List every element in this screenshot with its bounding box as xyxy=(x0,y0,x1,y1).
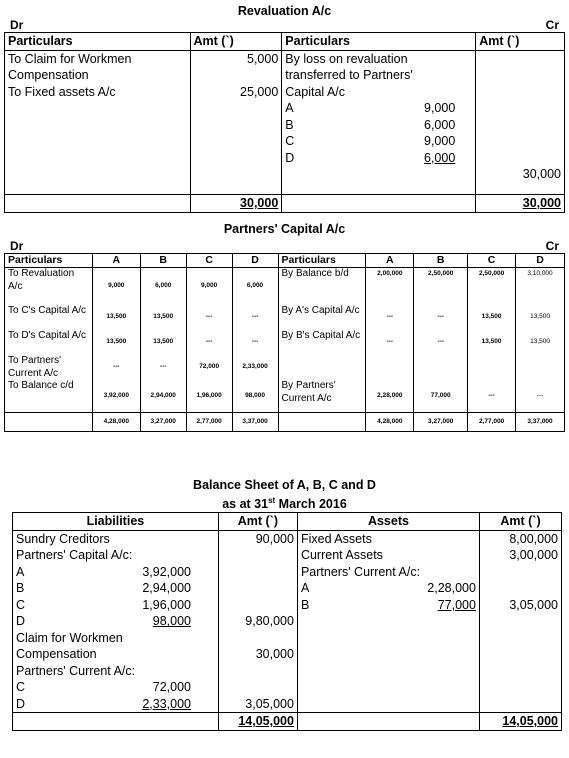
balance-sheet xyxy=(4,478,565,731)
header-b: B xyxy=(414,254,468,268)
assets-column: Fixed Assets Current Assets Partners' Current A/c: A 2,28,000 B 77,000 xyxy=(297,530,479,713)
debit-amount xyxy=(194,67,279,84)
header-a: A xyxy=(366,254,414,268)
capital-account xyxy=(4,222,565,432)
header-amount: Amt (`) xyxy=(476,33,565,51)
table-row: To Revaluation A/c 9,000 6,000 9,000 6,000 By Balance b/d 2,00,000 2,50,000 2,50,000 3,10,000 xyxy=(5,268,565,306)
total-debit: 30,000 xyxy=(190,195,282,213)
header-assets: Assets xyxy=(297,513,479,531)
revaluation-account xyxy=(4,4,565,213)
revaluation-dr-cr xyxy=(4,19,565,32)
credit-line: Capital A/c xyxy=(285,84,346,99)
total-liabilities: 14,05,000 xyxy=(218,713,297,731)
dr-label: Dr xyxy=(10,239,24,253)
liabilities-amounts: 90,000 9,80,000 30,000 3,05,000 xyxy=(218,530,297,713)
header-particulars: Particulars xyxy=(278,254,366,268)
header-c: C xyxy=(186,254,232,268)
header-b: B xyxy=(140,254,186,268)
header-particulars: Particulars xyxy=(5,254,93,268)
revaluation-table xyxy=(4,32,565,213)
debit-line: To Fixed assets A/c xyxy=(8,84,116,99)
dr-label: Dr xyxy=(10,18,24,32)
balance-sheet-table xyxy=(12,512,562,731)
cr-label: Cr xyxy=(545,239,559,253)
header-particulars: Particulars xyxy=(282,33,476,51)
partner-share: A 9,000 xyxy=(285,101,456,115)
partner-share: D 6,000 xyxy=(285,150,456,165)
header-d: D xyxy=(232,254,278,268)
partner-share: B 6,000 xyxy=(285,117,456,132)
credit-line: By loss on revaluation xyxy=(285,51,408,66)
credit-line: transferred to Partners' xyxy=(285,68,413,82)
table-row: To Partners' Current A/c --- --- 72,000 2,33,000 xyxy=(5,355,565,380)
capital-title: Partners' Capital A/c xyxy=(223,222,346,236)
table-row: To C's Capital A/c 13,500 13,500 --- --- By A's Capital A/c --- --- 13,500 13,500 xyxy=(5,305,565,330)
debit-amounts xyxy=(190,50,282,195)
assets-amounts: 8,00,000 3,00,000 3,05,000 xyxy=(479,530,561,713)
header-amount: Amt (`) xyxy=(190,33,282,51)
debit-line: Compensation xyxy=(8,68,89,82)
totals-row: 4,28,000 3,27,000 2,77,000 3,37,000 4,28,000 3,27,000 2,77,000 3,37,000 xyxy=(5,413,565,432)
cr-label: Cr xyxy=(545,18,559,32)
capital-table xyxy=(4,253,565,432)
capital-dr-cr xyxy=(4,240,565,253)
table-row: To D's Capital A/c 13,500 13,500 --- --- By B's Capital A/c --- --- 13,500 13,500 xyxy=(5,330,565,355)
balance-sheet-date: as at 31st March 2016 xyxy=(222,496,347,512)
total-credit: 30,000 xyxy=(476,195,565,213)
debit-particulars xyxy=(5,50,191,195)
credit-amounts xyxy=(476,50,565,195)
total-assets: 14,05,000 xyxy=(479,713,561,731)
credit-particulars xyxy=(282,50,476,195)
header-amount: Amt (`) xyxy=(218,513,297,531)
header-d: D xyxy=(516,254,565,268)
table-row: To Balance c/d 3,92,000 2,94,000 1,96,000 98,000 By Partners' Current A/c 2,28,000 77,000 --- --- xyxy=(5,380,565,413)
balance-sheet-title: Balance Sheet of A, B, C and D xyxy=(193,478,376,492)
header-liabilities: Liabilities xyxy=(13,513,219,531)
header-amount: Amt (`) xyxy=(479,513,561,531)
debit-amount: 5,000 xyxy=(247,51,279,66)
header-a: A xyxy=(92,254,140,268)
debit-amount: 25,000 xyxy=(240,84,279,99)
credit-total-amount: 30,000 xyxy=(522,167,561,181)
liabilities-column: Sundry Creditors Partners' Capital A/c: A 3,92,000 B 2,94,000 C 1,96,000 D 98,000 Claim for Workmen Compensation Partners' Current A/c: C 72,000 D 2,33,000 xyxy=(13,530,219,713)
revaluation-title: Revaluation A/c xyxy=(237,4,332,18)
debit-line: To Claim for Workmen xyxy=(8,51,132,66)
partner-share: C 9,000 xyxy=(285,134,456,148)
header-c: C xyxy=(468,254,516,268)
header-particulars: Particulars xyxy=(5,33,191,51)
